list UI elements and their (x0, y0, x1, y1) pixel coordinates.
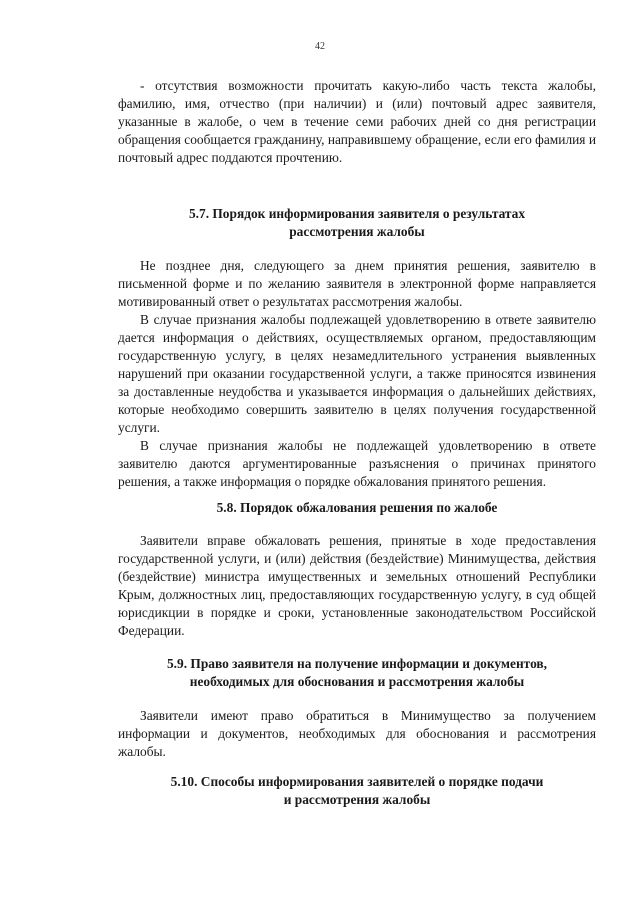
section-5-7-heading-line-2: рассмотрения жалобы (289, 224, 425, 239)
section-5-7-heading-line-1: 5.7. Порядок информирования заявителя о результатах (188, 206, 526, 221)
section-5-7-paragraph-2: В случае признания жалобы подлежащей удовлетворению в ответе заявителю дается информация о действиях, осуществляемых органом, предоставляющим государственную услугу, в целях незамедлительного устранения выявленных нарушений при оказании государственной услуги, а также приносятся извинения за доставленные неудобства и указывается информация о дальнейших действиях, которые необходимо совершить заявителю в целях получения государственной услуги. (118, 312, 596, 435)
section-5-9-paragraph-1: Заявители имеют право обратиться в Минимущество за получением информации и документов, необходимых для обоснования и рассмотрения жалобы. (118, 708, 596, 759)
section-5-9-heading-line-1: 5.9. Право заявителя на получение информации и документов, (166, 656, 548, 671)
page-number: 42 (315, 41, 325, 52)
section-5-9-heading-line-2: необходимых для обоснования и рассмотрения жалобы (189, 674, 525, 689)
section-5-9-heading (118, 655, 596, 691)
section-5-7-heading (118, 205, 596, 241)
section-5-10-heading-line-2: и рассмотрения жалобы (283, 792, 431, 807)
section-5-8-heading-line: 5.8. Порядок обжалования решения по жалобе (216, 500, 498, 515)
intro-paragraph: - отсутствия возможности прочитать какую-либо часть текста жалобы, фамилию, имя, отчество (при наличии) и (или) почтовый адрес заявителя, указанные в жалобе, о чем в течение семи рабочих дней со дня регистрации обращения сообщается гражданину, направившему обращение, если его фамилия и почтовый адрес поддаются прочтению. (118, 78, 596, 165)
section-5-8-paragraph-1: Заявители вправе обжаловать решения, принятые в ходе предоставления государственной услуги, и (или) действия (бездействие) Минимущества, действия (бездействие) министра имущественных и земельных отношений Республики Крым, должностных лиц, предоставляющих государственную услугу, в суд общей юрисдикции в порядке и сроки, установленные законодательством Российской Федерации. (118, 533, 596, 638)
section-5-8-body (118, 532, 596, 640)
section-5-7-body (118, 257, 596, 491)
section-5-8-heading (118, 499, 596, 517)
section-5-7-paragraph-1: Не позднее дня, следующего за днем принятия решения, заявителю в письменной форме и по желанию заявителя в электронной форме направляется мотивированный ответ о результатах рассмотрения жалобы. (118, 258, 596, 309)
section-5-10-heading (118, 773, 596, 809)
section-5-7-paragraph-3: В случае признания жалобы не подлежащей удовлетворению в ответе заявителю даются аргументированные разъяснения о причинах принятого решения, а также информация о порядке обжалования принятого решения. (118, 438, 596, 489)
section-5-10-heading-line-1: 5.10. Способы информирования заявителей о порядке подачи (170, 774, 544, 789)
section-5-9-body (118, 707, 596, 761)
intro-text (118, 77, 596, 167)
